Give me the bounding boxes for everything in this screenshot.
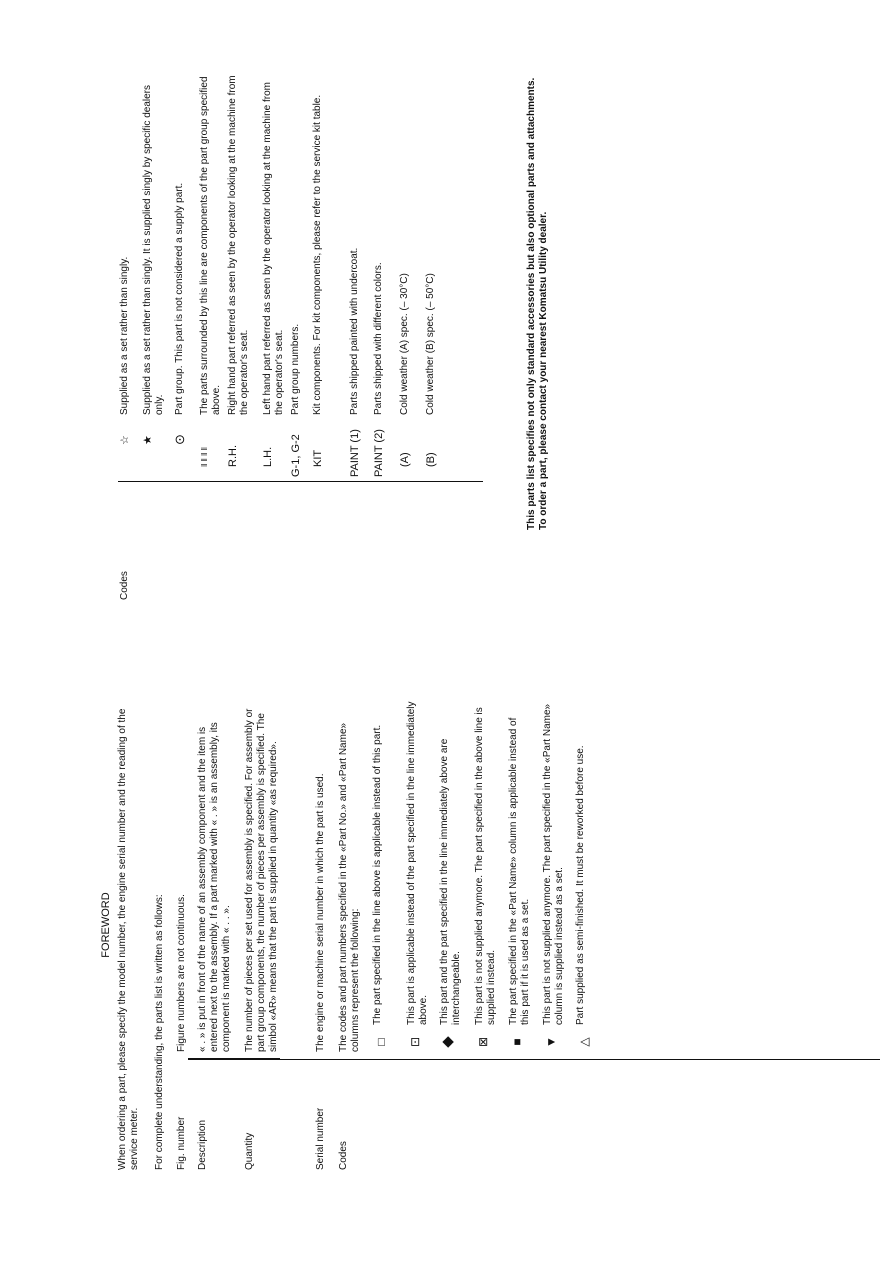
- code-text: Right hand part referred as seen by the operator looking at the machine from the operator's seat.: [227, 75, 250, 415]
- code-b: (B): [425, 452, 437, 467]
- code-kit: KIT: [312, 449, 324, 467]
- code-group: G-1, G-2: [290, 434, 302, 477]
- diamond-icon: ◆: [439, 1036, 456, 1048]
- code-lh: L.H.: [262, 446, 274, 467]
- quantity-text: The number of pieces per set used for assembly is specified. For assembly or part group components, the number of pieces per assembly is specified. The simbol «AR» means that the part is supplied in quantity «as required».: [244, 708, 279, 1052]
- empty-square-icon: □: [374, 1038, 388, 1046]
- code-text: This part and the part specified in the line immediately above are interchangeable.: [439, 738, 462, 1025]
- column-divider-thin: [280, 1059, 880, 1060]
- right-label-codes: Codes: [119, 571, 130, 600]
- empty-triangle-icon: △: [577, 1037, 591, 1047]
- code-text: Parts shipped painted with undercoat.: [349, 247, 360, 415]
- code-text: Supplied as a set rather than singly.: [119, 256, 130, 415]
- serial-number-text: The engine or machine serial number in which the part is used.: [315, 773, 326, 1052]
- code-rh: R.H.: [227, 445, 239, 467]
- code-text: Part supplied as semi-finished. It must be reworked before use.: [575, 745, 586, 1025]
- label-fig-number: Fig. number: [176, 1116, 187, 1170]
- fig-number-text: Figure numbers are not continuous.: [176, 894, 187, 1052]
- outline-star-icon: ☆: [119, 435, 131, 445]
- group-bracket-icon: ‖ ‖ ‖ ‖: [200, 447, 209, 467]
- filled-star-icon: ★: [142, 435, 154, 445]
- code-text: Left hand part referred as seen by the operator looking at the machine from the operator's seat.: [262, 82, 285, 415]
- code-a: (A): [399, 452, 411, 467]
- code-text: Part group numbers.: [290, 323, 301, 415]
- description-text: « . » is put in front of the name of an assembly component and the item is entered next to the assembly. If a part marked with « . » is an assembly, its component is marked with « . . ».: [197, 722, 232, 1052]
- code-text: Kit components. For kit components, please refer to the service kit table.: [312, 94, 323, 415]
- filled-triangle-icon: ▼: [544, 1036, 558, 1048]
- code-text: This part is applicable instead of the part specified in the line immediately above.: [406, 701, 429, 1025]
- dotted-square-icon: ⊡: [408, 1036, 422, 1048]
- code-text: Cold weather (A) spec. (– 30°C): [399, 273, 410, 415]
- code-paint-2: PAINT (2): [373, 429, 385, 477]
- ordering-note: This parts list specifies not only standard accessories but also optional parts and attachments. To order a part, please contact your nearest Komatsu Utility dealer.: [526, 77, 549, 530]
- right-column-divider: [118, 481, 483, 482]
- code-text: This part is not supplied anymore. The part specified in the «Part Name» column is supplied instead as a set.: [542, 703, 565, 1025]
- code-text: The part specified in the «Part Name» column is applicable instead of this part if it is used as a set.: [508, 717, 531, 1025]
- label-quantity: Quantity: [244, 1132, 255, 1170]
- intro-text-2: For complete understanding, the parts list is written as follows:: [154, 894, 165, 1170]
- code-text: Supplied as a set rather than singly. It is supplied singly by specific dealers only.: [142, 85, 165, 415]
- filled-square-icon: ■: [510, 1038, 524, 1046]
- code-text: Parts shipped with different colors.: [373, 262, 384, 415]
- label-serial-number: Serial number: [315, 1107, 326, 1170]
- code-text: Part group. This part is not considered a supply part.: [174, 182, 185, 415]
- crossed-square-icon: ⊠: [476, 1036, 490, 1048]
- intro-text: When ordering a part, please specify the model number, the engine serial number and the reading of the service meter.: [117, 708, 140, 1170]
- code-text: The part specified in the line above is applicable instead of this part.: [372, 724, 383, 1025]
- label-description: Description: [197, 1119, 208, 1170]
- codes-text: The codes and part numbers specified in the «Part No.» and «Part Name» columns represent the following:: [338, 722, 361, 1052]
- code-paint-1: PAINT (1): [349, 429, 361, 477]
- code-text: This part is not supplied anymore. The part specified in the above line is supplied instead.: [474, 707, 497, 1025]
- page-title: FOREWORD: [100, 892, 112, 958]
- code-text: The parts surrounded by this line are components of the part group specified above.: [199, 76, 222, 415]
- code-text: Cold weather (B) spec. (– 50°C): [425, 273, 436, 415]
- circled-dot-icon: ⊙: [172, 434, 187, 445]
- label-codes: Codes: [338, 1141, 349, 1170]
